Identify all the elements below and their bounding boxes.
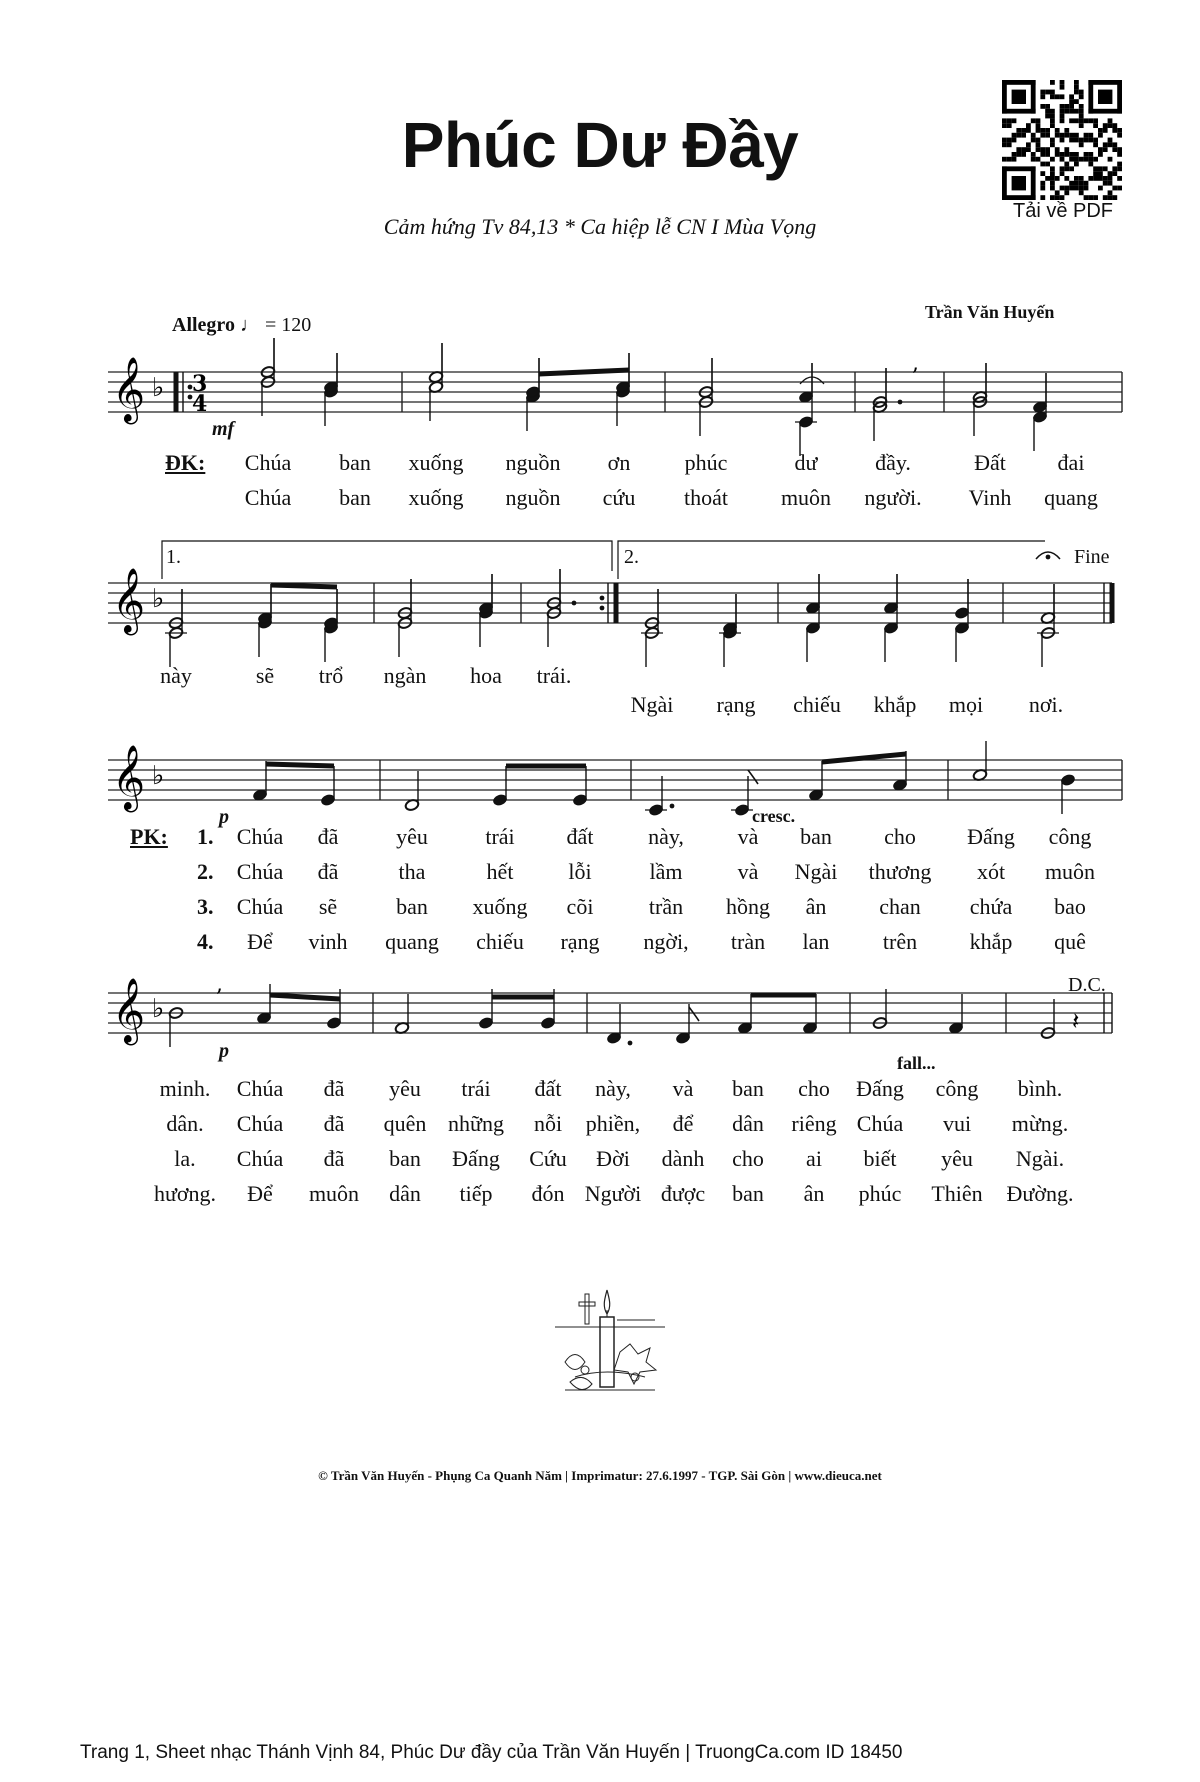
lyric-word: phúc — [684, 450, 728, 475]
lyric-word: xuống — [408, 485, 464, 510]
lyric-word: thoát — [684, 485, 728, 510]
lyric-word: ban — [396, 894, 428, 919]
augmentation-dot — [898, 400, 903, 405]
dynamic-mf: mf — [212, 418, 235, 440]
lyric-word: trái — [461, 1076, 491, 1101]
lyric-word: công — [935, 1076, 979, 1101]
lyric-word: khắp — [873, 692, 917, 717]
advent-candle-illustration — [555, 1282, 665, 1402]
note — [492, 766, 507, 807]
note — [808, 761, 823, 802]
lyric-word: nguồn — [505, 485, 561, 510]
staff-1 — [108, 357, 1122, 424]
lyric-word: xuống — [408, 450, 464, 475]
lyric-word: yêu — [396, 824, 428, 849]
lyric-word: muôn — [780, 485, 832, 510]
verse-number: 1. — [197, 824, 214, 849]
lyric-word: quê — [1054, 929, 1086, 954]
lyric-word: đã — [317, 824, 339, 849]
lyric-word: ban — [339, 450, 371, 475]
half-chord — [641, 626, 663, 667]
note — [645, 776, 667, 817]
treble-clef-icon: 𝄞 — [112, 357, 146, 422]
flag — [689, 1007, 699, 1021]
lyric-word: những — [448, 1111, 504, 1136]
lyric-word: cứu — [602, 485, 636, 510]
lyric-word: đai — [1057, 450, 1085, 475]
lyric-word: Chúa — [856, 1111, 904, 1136]
lyric-word: Đấng — [967, 824, 1015, 849]
lyric-word: muôn — [308, 1181, 360, 1206]
lyric-word: hết — [486, 859, 514, 884]
lyric-word: lan — [802, 929, 830, 954]
note — [572, 766, 587, 807]
lyric-word: mọi — [948, 692, 984, 717]
note — [675, 1004, 690, 1045]
lyric-word: vinh — [308, 929, 348, 954]
lyric-word: khắp — [969, 929, 1013, 954]
time-signature-bottom: 4 — [192, 391, 208, 417]
cresc-marking: cresc. — [752, 806, 796, 826]
lyric-word: chan — [879, 894, 921, 919]
augmentation-dot — [572, 601, 577, 606]
lyric-word: Ngài — [630, 692, 674, 717]
lyric-word: phiền, — [585, 1111, 641, 1136]
lyric-word: đã — [317, 859, 339, 884]
lyric-word: tràn — [730, 929, 766, 954]
lyric-word: trên — [882, 929, 918, 954]
lyric-word: đã — [323, 1146, 345, 1171]
note — [252, 761, 267, 802]
lyric-word: mừng. — [1011, 1111, 1069, 1136]
verse-number: 4. — [197, 929, 214, 954]
lyric-word: la. — [174, 1146, 196, 1171]
lyric-word: ân — [805, 894, 827, 919]
lyric-word: Đời — [596, 1146, 630, 1171]
lyric-word: đã — [323, 1076, 345, 1101]
lyric-word: cho — [732, 1146, 764, 1171]
lyric-word: rạng — [560, 929, 600, 954]
lyric-word: Chúa — [236, 824, 284, 849]
lyric-word: để — [672, 1111, 694, 1136]
lyric-word: riêng — [791, 1111, 837, 1136]
note — [972, 741, 987, 782]
volta-2-bracket — [618, 541, 1045, 579]
lyric-word: muôn — [1044, 859, 1096, 884]
augmentation-dot — [600, 596, 605, 601]
quarter-rest-icon: 𝄽 — [1072, 1007, 1080, 1035]
lyric-word: chiếu — [476, 929, 524, 954]
flat-key-signature-icon: ♭ — [152, 584, 165, 614]
lyric-word: chứa — [969, 894, 1013, 919]
lyric-word: Ngài — [794, 859, 838, 884]
lyric-word: bình. — [1017, 1076, 1063, 1101]
lyric-word: phúc — [858, 1181, 902, 1206]
augmentation-dot — [600, 606, 605, 611]
lyric-word: xót — [976, 859, 1006, 884]
half-chord — [165, 626, 187, 667]
lyric-word: Cứu — [529, 1146, 567, 1171]
verse-number: 2. — [197, 859, 214, 884]
lyric-word: Vinh — [968, 485, 1012, 510]
flat-key-signature-icon: ♭ — [152, 373, 165, 403]
lyric-word: công — [1048, 824, 1092, 849]
lyric-word: dân — [389, 1181, 421, 1206]
lyric-word: bao — [1054, 894, 1086, 919]
lyric-word: chiếu — [793, 692, 841, 717]
lyric-word: vui — [942, 1111, 972, 1136]
volta-1-label: 1. — [166, 546, 181, 568]
flag — [748, 770, 758, 784]
lyric-word: yêu — [389, 1076, 421, 1101]
song-subtitle: Cảm hứng Tv 84,13 * Ca hiệp lễ CN I Mùa Vọng — [383, 214, 817, 239]
dynamic-p: p — [219, 1040, 229, 1062]
note — [256, 984, 271, 1025]
lyric-word: đất — [534, 1076, 562, 1101]
lyric-word: và — [737, 859, 759, 884]
tempo-word: Allegro — [172, 314, 235, 336]
lyric-word: nơi. — [1028, 692, 1064, 717]
lyric-word: và — [672, 1076, 694, 1101]
note — [394, 994, 409, 1035]
note — [731, 776, 753, 817]
note — [737, 994, 752, 1035]
lyric-word: dân. — [166, 1111, 204, 1136]
beam — [266, 764, 334, 766]
treble-clef-icon: 𝄞 — [112, 978, 146, 1043]
augmentation-dot — [628, 1041, 633, 1046]
copyright-line: © Trần Văn Huyến - Phụng Ca Quanh Năm | Imprimatur: 27.6.1997 - TGP. Sài Gòn | www.dieuca.net — [318, 1468, 882, 1483]
composer: Trần Văn Huyến — [925, 302, 1055, 322]
lyric-word: lỗi — [568, 859, 592, 884]
lyric-word: dân — [732, 1111, 764, 1136]
lyric-word: ân — [803, 1181, 825, 1206]
lyric-word: ban — [389, 1146, 421, 1171]
lyric-word: tha — [398, 859, 426, 884]
lyric-word: này — [160, 663, 192, 688]
lyric-word: cho — [884, 824, 916, 849]
beam — [539, 370, 629, 374]
lyric-word: ai — [806, 1146, 822, 1171]
lyric-word: ơn — [607, 450, 631, 475]
lyric-word: dành — [661, 1146, 705, 1171]
lyric-word: Chúa — [244, 485, 292, 510]
dynamic-p: p — [219, 806, 229, 828]
note — [404, 771, 419, 812]
lyric-word: Chúa — [236, 859, 284, 884]
lyric-word: trổ — [318, 663, 344, 688]
note — [326, 989, 341, 1030]
lyric-word: ban — [800, 824, 832, 849]
download-pdf-link[interactable]: Tải về PDF — [1012, 200, 1114, 222]
lyric-word: ngời, — [643, 929, 689, 954]
note — [606, 1004, 621, 1045]
lyric-word: Ngài. — [1015, 1146, 1065, 1171]
lyric-word: yêu — [941, 1146, 973, 1171]
fine-label: Fine — [1074, 546, 1110, 568]
lyric-word: trái. — [536, 663, 572, 688]
lyric-word: minh. — [159, 1076, 211, 1101]
lyric-word: Đất — [974, 450, 1006, 475]
volta-1-bracket — [162, 541, 612, 579]
lyric-word: ngàn — [383, 663, 427, 688]
lyric-word: tiếp — [459, 1181, 493, 1206]
lyric-word: thương — [868, 859, 932, 884]
verse-number: 3. — [197, 894, 214, 919]
lyric-word: trái — [485, 824, 515, 849]
lyric-word: được — [660, 1181, 706, 1206]
lyric-word: ban — [732, 1181, 764, 1206]
song-title: Phúc Dư Đầy — [401, 109, 799, 181]
lyric-word: Để — [247, 1181, 273, 1206]
treble-clef-icon: 𝄞 — [112, 745, 146, 810]
note — [320, 766, 335, 807]
lyric-word: người. — [864, 485, 922, 510]
lyric-word: Chúa — [244, 450, 292, 475]
augmentation-dot — [670, 804, 675, 809]
breath-mark: , — [216, 972, 223, 997]
lyric-word: biết — [863, 1146, 897, 1171]
lyric-word: này, — [595, 1076, 631, 1101]
lyric-word: sẽ — [255, 663, 275, 688]
lyric-word: Để — [247, 929, 273, 954]
breath-mark: , — [912, 351, 919, 376]
note — [1060, 773, 1075, 814]
lyric-word: hoa — [470, 663, 502, 688]
beam — [271, 585, 337, 587]
lyric-word: nỗi — [533, 1111, 563, 1136]
lyric-word: hương. — [153, 1181, 217, 1206]
flat-key-signature-icon: ♭ — [152, 994, 165, 1024]
lyric-word: Chúa — [236, 1076, 284, 1101]
lyric-word: Chúa — [236, 1111, 284, 1136]
lyric-word: Người — [584, 1181, 642, 1206]
lyric-word: Đường. — [1006, 1181, 1074, 1206]
lyric-word: lầm — [649, 859, 683, 884]
lyric-word: quên — [383, 1111, 427, 1136]
lyric-word: Thiên — [931, 1181, 983, 1206]
lyric-word: quang — [1044, 485, 1098, 510]
dc-label: D.C. — [1068, 974, 1106, 996]
page-footer: Trang 1, Sheet nhạc Thánh Vịnh 84, Phúc Dư đầy của Trần Văn Huyến | TruongCa.com ID 18450 — [80, 1742, 903, 1763]
lyric-word: cho — [798, 1076, 830, 1101]
volta-2-label: 2. — [624, 546, 639, 568]
lyric-word: đầy. — [875, 450, 911, 475]
lyric-word: ban — [339, 485, 371, 510]
augmentation-dot — [1046, 555, 1051, 560]
lyric-word: này, — [648, 824, 684, 849]
time-signature-top: 3 — [192, 371, 208, 397]
lyric-word: Đấng — [856, 1076, 904, 1101]
beam — [270, 995, 340, 999]
flat-key-signature-icon: ♭ — [152, 761, 165, 791]
lyric-word: xuống — [472, 894, 528, 919]
lyric-word: hồng — [726, 894, 770, 919]
quarter-note-icon: ♩ — [239, 314, 260, 336]
lyric-word: Đấng — [452, 1146, 500, 1171]
half-chord — [1037, 626, 1059, 667]
lyric-word: nguồn — [505, 450, 561, 475]
lyric-word: dư — [794, 450, 818, 475]
tempo-value: = 120 — [264, 314, 312, 336]
note — [478, 989, 493, 1030]
fall-marking: fall... — [897, 1053, 936, 1073]
lyric-word: đón — [531, 1181, 565, 1206]
lyric-word: Chúa — [236, 894, 284, 919]
lyric-word: trần — [648, 894, 684, 919]
lyric-word: đã — [323, 1111, 345, 1136]
treble-clef-icon: 𝄞 — [112, 568, 146, 633]
lyric-word: sẽ — [318, 894, 338, 919]
beam — [822, 754, 906, 762]
lyric-word: ban — [732, 1076, 764, 1101]
lyric-word: quang — [385, 929, 439, 954]
note — [948, 994, 963, 1035]
lyric-word: rạng — [716, 692, 756, 717]
lyric-word: Chúa — [236, 1146, 284, 1171]
note — [802, 994, 817, 1035]
refrain-label: ĐK: — [165, 450, 206, 475]
verses-label: PK: — [130, 824, 168, 849]
lyric-word: và — [737, 824, 759, 849]
lyric-word: đất — [566, 824, 594, 849]
lyric-word: cõi — [566, 894, 594, 919]
staff-3 — [108, 745, 1122, 812]
